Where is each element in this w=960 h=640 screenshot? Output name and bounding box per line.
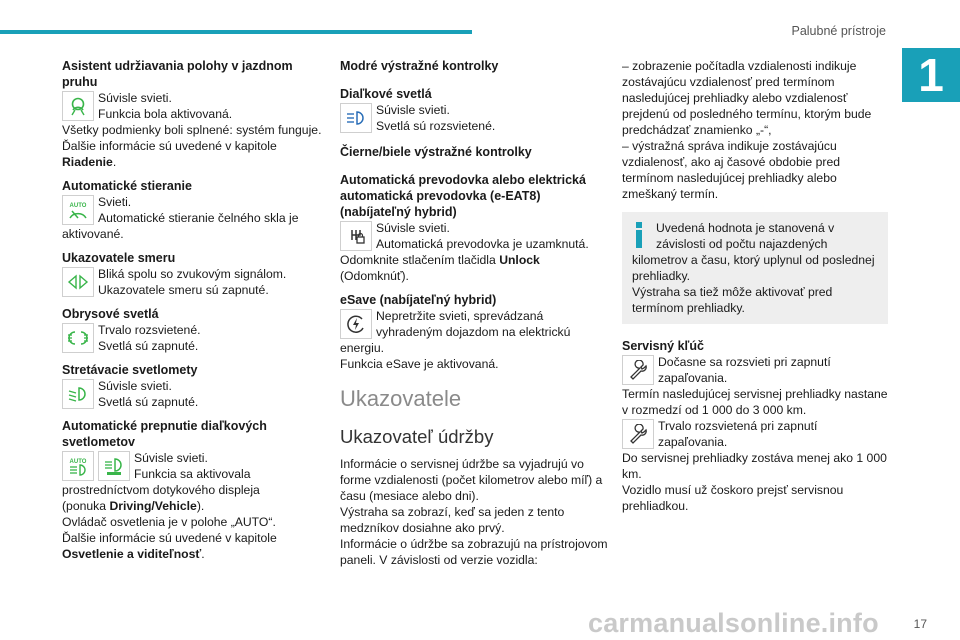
gearbox-unlock: Odomknite stlačením tlačidla Unlock (Odomknúť). [340, 253, 540, 283]
auto-wiper-meaning: Automatické stieranie čelného skla je aktivované. [62, 211, 299, 241]
side-lights-status: Trvalo rozsvietené. [98, 323, 201, 337]
main-beam-meaning: Svetlá sú rozsvietené. [376, 119, 496, 133]
gearbox-lock-icon [340, 221, 372, 251]
service-wrench-entry-permanent [622, 418, 888, 514]
side-lights-meaning: Svetlá sú zapnuté. [98, 339, 199, 353]
header-accent-bar [0, 30, 472, 34]
main-beam-title: Diaľkové svetlá [340, 87, 432, 101]
service-temporary-status: Dočasne sa rozsvieti pri zapnutí zapaľovania. [658, 355, 831, 385]
maintenance-paragraph-2: Výstraha sa zobrazí, keď sa jeden z tento medzníkov dosiahne ako prvý. [340, 505, 565, 535]
lane-keeping-detail: Všetky podmienky boli splnené: systém funguje. [62, 123, 322, 137]
page-number: 17 [913, 617, 927, 631]
auto-high-beam-meaning: Funkcia sa aktivovala prostredníctvom dotykového displeja [62, 467, 260, 497]
service-wrench-entry-temporary [622, 354, 888, 418]
auto-wiper-entry [62, 194, 324, 242]
column-left [62, 58, 324, 562]
dipped-beam-entry [62, 378, 324, 410]
lane-keeping-title: Asistent udržiavania polohy v jazdnom pruhu [62, 59, 293, 89]
maintenance-paragraph-1: Informácie o servisnej údržbe sa vyjadrujú vo forme vzdialenosti (počet kilometrov alebo míľ) a času (mesiace alebo dni). [340, 457, 603, 503]
service-wrench-title: Servisný kľúč [622, 339, 704, 353]
dipped-beam-title: Stretávacie svetlomety [62, 363, 198, 377]
dipped-beam-status: Súvisle svieti. [98, 379, 172, 393]
page-header-title: Palubné prístroje [791, 24, 886, 38]
lane-keeping-entry [62, 90, 324, 170]
side-lights-entry [62, 322, 324, 354]
service-permanent-status: Trvalo rozsvietená pri zapnutí zapaľovania. [658, 419, 818, 449]
main-beam-entry [340, 102, 608, 134]
watermark: carmanualsonline.info [588, 608, 879, 638]
lane-keeping-status: Súvisle svieti. [98, 91, 172, 105]
auto-headlamp-icon [62, 451, 94, 481]
column-middle [340, 58, 608, 568]
black-white-warnings-title: Čierne/biele výstražné kontrolky [340, 145, 532, 159]
info-box [622, 212, 888, 324]
auto-high-beam-title: Automatické prepnutie diaľkových svetlometov [62, 419, 267, 449]
side-lights-title: Obrysové svetlá [62, 307, 159, 321]
esave-status: Nepretržite svieti, sprevádzaná vyhradeným dojazdom na elektrickú energiu. [340, 309, 571, 355]
subsection-title: Ukazovateľ údržby [340, 426, 494, 447]
service-permanent-advice: Vozidlo musí už čoskoro prejsť servisnou prehliadkou. [622, 483, 844, 513]
service-permanent-meaning: Do servisnej prehliadky zostáva menej ako 1 000 km. [622, 451, 887, 481]
auto-high-beam-reference: Ďalšie informácie sú uvedené v kapitole Osvetlenie a viditeľnosť. [62, 531, 277, 561]
gearbox-status: Súvisle svieti. [376, 221, 450, 235]
gearbox-meaning: Automatická prevodovka je uzamknutá. [376, 237, 589, 251]
lane-keeping-meaning: Funkcia bola aktivovaná. [98, 107, 233, 121]
turn-signal-status: Bliká spolu so zvukovým signálom. [98, 267, 287, 281]
main-beam-icon [340, 103, 372, 133]
info-text-1: Uvedená hodnota je stanovená v závislosti od počtu najazdených kilometrov a času, ktorý uplynul od poslednej prehliadky. [632, 221, 875, 283]
info-text-2: Výstraha sa tiež môže aktivovať pred termínom prehliadky. [632, 285, 833, 315]
auto-wiper-status: Svieti. [98, 195, 132, 209]
service-wrench-icon [622, 419, 654, 449]
turn-signal-title: Ukazovatele smeru [62, 251, 176, 265]
bullet-warning: – výstražná správa indikuje zostávajúcu vzdialenosť, ako aj časové obdobie pred termínom nasledujúcej prehliadky alebo zmeškaný termín. [622, 139, 840, 201]
bullet-distance: – zobrazenie počítadla vzdialenosti indikuje zostávajúcu vzdialenosť pred termínom nasledujúcej prehliadky alebo vzdialenosť prejdenú od posledného termínu, ktorým bude predchádzať znamienko „-“, [622, 59, 872, 137]
chapter-tab: 1 [902, 48, 960, 102]
blue-warnings-title: Modré výstražné kontrolky [340, 59, 499, 73]
auto-high-beam-icon [98, 451, 130, 481]
dipped-beam-icon [62, 379, 94, 409]
auto-high-beam-menu: (ponuka Driving/Vehicle). [62, 499, 205, 513]
auto-high-beam-switch: Ovládač osvetlenia je v polohe „AUTO“. [62, 515, 276, 529]
turn-signal-meaning: Ukazovatele smeru sú zapnuté. [98, 283, 269, 297]
gearbox-entry [340, 220, 608, 284]
dipped-beam-meaning: Svetlá sú zapnuté. [98, 395, 199, 409]
side-lights-icon [62, 323, 94, 353]
service-temporary-meaning: Termín nasledujúcej servisnej prehliadky nastane v rozmedzí od 1 000 do 3 000 km. [622, 387, 888, 417]
info-icon [632, 222, 646, 248]
esave-meaning: Funkcia eSave je aktivovaná. [340, 357, 499, 371]
auto-wiper-icon [62, 195, 94, 225]
svg-text:AUTO: AUTO [69, 459, 87, 465]
lane-keeping-reference: Ďalšie informácie sú uvedené v kapitole Riadenie. [62, 139, 277, 169]
turn-signal-icon [62, 267, 94, 297]
auto-wiper-title: Automatické stieranie [62, 179, 192, 193]
column-right [622, 58, 888, 514]
gearbox-title: Automatická prevodovka alebo elektrická automatická prevodovka (e-EAT8) (nabíjateľný hybrid) [340, 173, 586, 219]
maintenance-paragraph-3: Informácie o údržbe sa zobrazujú na prístrojovom paneli. V závislosti od verzie vozidla: [340, 537, 608, 567]
svg-text:AUTO: AUTO [69, 203, 87, 209]
service-wrench-icon [622, 355, 654, 385]
esave-icon [340, 309, 372, 339]
auto-high-beam-status: Súvisle svieti. [134, 451, 208, 465]
turn-signal-entry [62, 266, 324, 298]
esave-title: eSave (nabíjateľný hybrid) [340, 293, 497, 307]
esave-entry [340, 308, 608, 372]
main-beam-status: Súvisle svieti. [376, 103, 450, 117]
auto-high-beam-entry [62, 450, 324, 562]
section-title: Ukazovatele [340, 386, 462, 411]
lane-keeping-icon [62, 91, 94, 121]
